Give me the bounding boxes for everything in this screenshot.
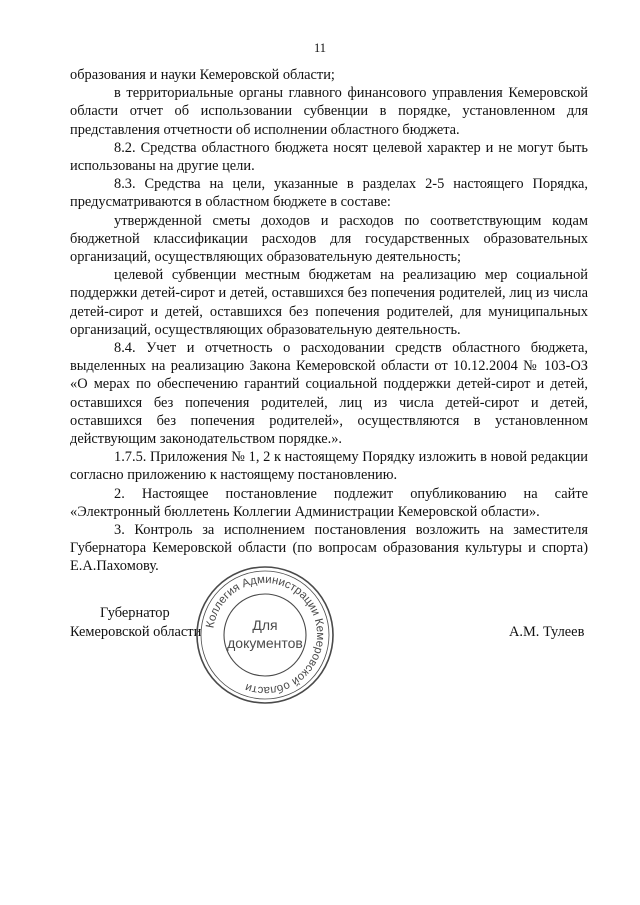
signature-title <box>70 604 201 642</box>
stamp-seal-icon <box>190 560 340 710</box>
paragraph-8-4: 8.4. Учет и отчетность о расходовании средств областного бюджета, выделенных на реализацию Закона Кемеровской области от 10.12.2004 № 103-ОЗ «О мерах по обеспечению гарантий социальной поддержки детей-сирот и детей, оставшихся без попечения родителей, лиц из числа детей-сирот и детей, оставшихся без попечения родителей», осуществляются в установленном действующим законодательством порядке.». <box>70 340 588 448</box>
signature-title-line1: Губернатор <box>100 605 170 621</box>
signature-name: А.М. Тулеев <box>509 624 585 640</box>
stamp-center-line1: Для <box>252 617 278 633</box>
document-body <box>70 66 588 576</box>
paragraph-8-2: 8.2. Средства областного бюджета носят целевой характер и не могут быть использованы на другие цели. <box>70 139 588 175</box>
paragraph-8-3: 8.3. Средства на цели, указанные в разделах 2-5 настоящего Порядка, предусматриваются в областном бюджете в составе: <box>70 176 588 211</box>
paragraph-continuation: образования и науки Кемеровской области; <box>70 67 335 83</box>
paragraph-1-7-5: 1.7.5. Приложения № 1, 2 к настоящему Порядку изложить в новой редакции согласно приложению к настоящему постановлению. <box>70 449 588 484</box>
paragraph-target-subvention: целевой субвенции местным бюджетам на реализацию мер социальной поддержки детей-сирот и детей, оставшихся без попечения родителей, лиц из числа детей-сирот и детей, оставшихся без попечения родителей, для муниципальных организаций, осуществляющих образовательную деятельность. <box>70 267 588 338</box>
paragraph-2-publication: 2. Настоящее постановление подлежит опубликованию на сайте «Электронный бюллетень Коллегии Администрации Кемеровской области». <box>70 485 588 520</box>
signature-title-line2: Кемеровской области <box>70 624 202 640</box>
stamp-center-line2: документов <box>227 635 303 651</box>
page-number: 11 <box>313 41 327 55</box>
paragraph-3-control: 3. Контроль за исполнением постановления возложить на заместителя Губернатора Кемеровской области (по вопросам образования культуры и спорта) Е.А.Пахомову. <box>70 522 588 575</box>
official-stamp <box>190 560 340 710</box>
stamp-ring-textpath: Коллегия Администрации Кемеровской области <box>204 573 327 697</box>
paragraph-report-territorial: в территориальные органы главного финансового управления Кемеровской области отчет об использовании субвенции в порядке, установленном для представления отчетности об исполнении областного бюджета. <box>70 85 588 138</box>
paragraph-approved-estimate: утвержденной сметы доходов и расходов по соответствующим кодам бюджетной классификации расходов для государственных образовательных организаций, осуществляющих образовательную деятельность; <box>70 212 588 266</box>
